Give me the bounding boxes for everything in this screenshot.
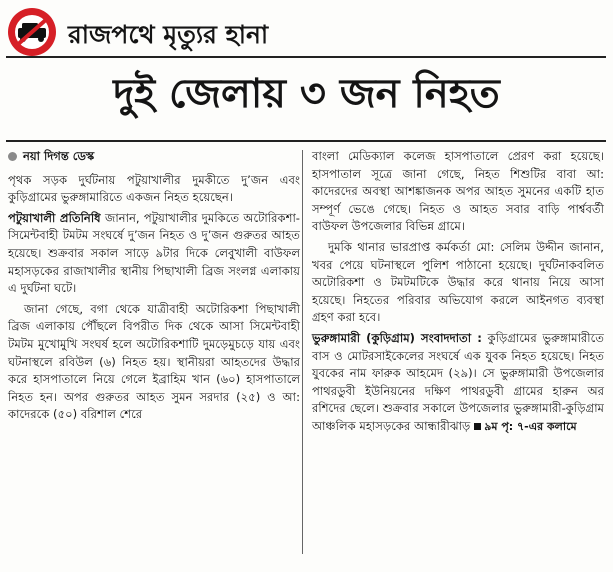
section-banner (6, 6, 606, 60)
section-kicker: রাজপথে মৃত্যুর হানা (68, 20, 269, 49)
patuakhali-body: জানান, পটুয়াখালীর দুমকিতে অটোরিকশা-সিমেন্টবাহী টমটম সংঘর্ষে দু’জন নিহত ও দু’জন গুরুতর আহত হয়েছে। শুক্রবার সকাল সাড়ে ৯টার দিকে লেবুখালী বাউফল মহাসড়কের রাজাখালীর স্থানীয় পিছাখালী ব্রিজ সংলগ্ন এলাকায় এ দুর্ঘটনা ঘটে। (8, 210, 300, 296)
headline-rule (6, 140, 606, 142)
bhurungamari-body: কুড়িগ্রামের ভুরুঙ্গামারীতে বাস ও মোটরসাইকেলের সংঘর্ষে এক যুবক নিহত হয়েছে। নিহত যুবকের নাম ফারুক আহমেদ (২৯)। সে ভুরুঙ্গামারী উপজেলার পাথরডুবী ইউনিয়নের দক্ষিণ পাথরডুবী গ্রামের হারুন অর রশিদের ছেলে। শুক্রবার সকালে উপজেলার ভুরুঙ্গামারী-কুড়িগ্রাম আঞ্চলিক মহাসড়কের আন্ধারীঝাড় (312, 330, 604, 433)
right-column (312, 148, 604, 439)
left-column (8, 148, 300, 427)
continued-marker-icon (474, 423, 481, 430)
headline: দুই জেলায় ৩ জন নিহত (113, 70, 500, 117)
intro-paragraph: পৃথক সড়ক দুর্ঘটনায় পটুয়াখালীর দুমকীতে দু’জন এবং কুড়িগ্রামের ভুরুঙ্গামারিতে একজন নিহত হয়েছেন। (8, 172, 300, 205)
byline-text: নয়া দিগন্ত ডেস্ক (23, 149, 95, 163)
hospital-paragraph: বাংলা মেডিক্যাল কলেজ হাসপাতালে প্রেরণ করা হয়েছে। হাসপাতাল সূত্রে জানা গেছে, নিহত শিশুটির বাবা আ: কাদেরদের অবস্থা আশঙ্কাজনক অপর আহত সুমনের একটি হাত সম্পূর্ণ ভেঙে গেছে। নিহত ও আহত সবার বাড়ি পার্শ্ববর্তী বাউফল উপজেলার বিভিন্ন গ্রামে। (312, 149, 604, 234)
bhurungamari-reporter: ভুরুঙ্গামারী (কুড়িগ্রাম) সংবাদদাতা : (312, 330, 482, 345)
road-death-logo-icon (6, 6, 58, 58)
details-paragraph: জানা গেছে, বগা থেকে যাত্রীবাহী অটোরিকশা পিছাখালী ব্রিজ এলাকায় পৌঁছলে বিপরীত দিক থেকে আসা সিমেন্টবাহী টমটম মুখোমুখি সংঘর্ষ হলে অটোরিকশাটি দুমড়েমুচড়ে যায় এবং ঘটনাস্থলে রবিউল (৬) নিহত হয়। স্থানীয়রা আহতদের উদ্ধার করে হাসপাতালে নিয়ে গেলে ইব্রাহিম খান (৬০) হাসপাতালে নিহত হন। অপর গুরুতর আহত সুমন সরদার (২৫) ও আ: কাদেরকে (৫০) বরিশাল শেরে (8, 301, 300, 422)
bullet-icon (8, 152, 17, 161)
byline (8, 148, 300, 166)
patuakhali-paragraph (8, 210, 300, 298)
patuakhali-reporter: পটুয়াখালী প্রতিনিধি (8, 210, 101, 225)
bhurungamari-paragraph (312, 330, 604, 436)
kicker-rule (6, 56, 606, 58)
continued-on-link[interactable]: ৯ম পৃ: ৭-এর কলামে (484, 419, 577, 433)
police-paragraph: দুমকি থানার ভারপ্রাপ্ত কর্মকর্তা মো: সেলিম উদ্দীন জানান, খবর পেয়ে ঘটনাস্থলে পুলিশ পাঠানো হয়েছে। দুর্ঘটনাকবলিত অটোরিকশা ও টমটমটিকে উদ্ধার করে থানায় নিয়ে আসা হয়েছে। নিহতের পরিবার অভিযোগ করলে আইনগত ব্যবস্থা গ্রহণ করা হবে। (312, 239, 604, 325)
column-divider (302, 150, 303, 554)
